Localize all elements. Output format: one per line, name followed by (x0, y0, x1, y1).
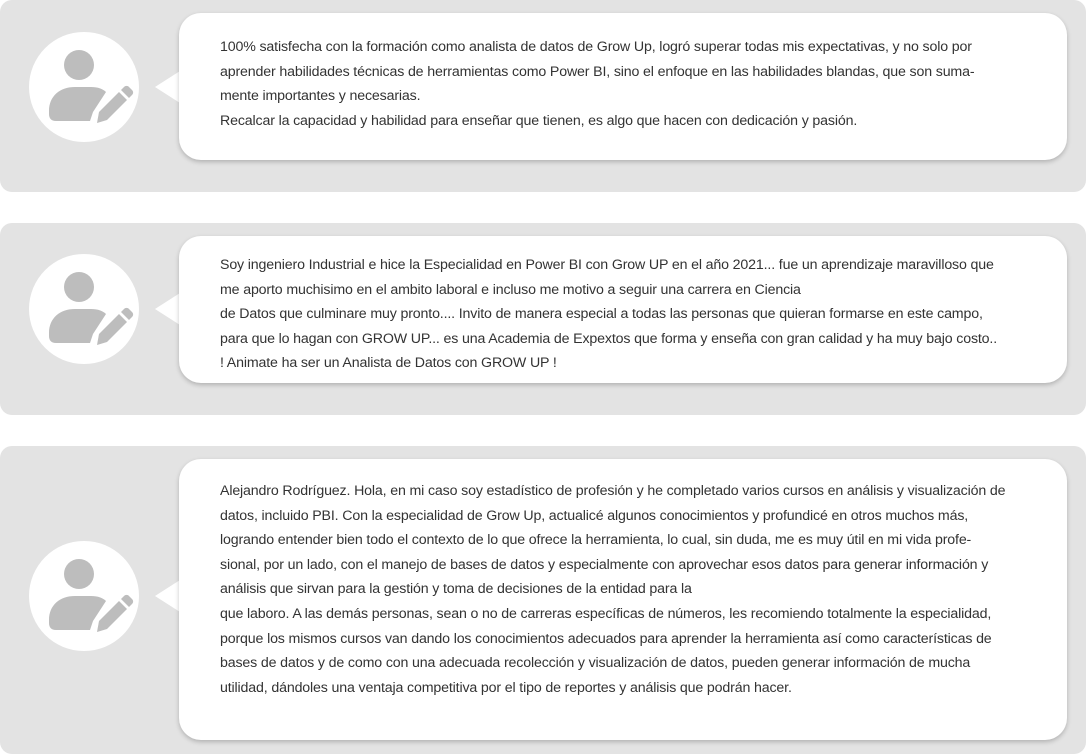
testimonial-line: me aporto muchisimo en el ambito laboral e incluso me motivo a seguir una carrera en Ciencia (220, 281, 801, 298)
bubble-pointer (155, 293, 180, 325)
testimonial-line: sional, por un lado, con el manejo de bases de datos y especialmente con aprovechar esos datos para generar información y (220, 556, 989, 573)
testimonial-card (0, 446, 1086, 754)
testimonial-line: que laboro. A las demás personas, sean o no de carreras específicas de números, les recomiendo totalmente la especialidad, (220, 605, 992, 622)
user-edit-icon (29, 541, 139, 651)
avatar (29, 254, 139, 364)
testimonial-line: datos, incluido PBI. Con la especialidad de Grow Up, actualicé algunos conocimientos y profundicé en otros muchos más, (220, 507, 969, 524)
testimonial-card (0, 223, 1086, 415)
testimonial-line: bases de datos y de como con una adecuada recolección y visualización de datos, pueden generar información de mucha (220, 655, 971, 672)
testimonial-line: para que lo hagan con GROW UP... es una Academia de Expextos que forma y enseña con gran calidad y ha muy bajo costo.. (220, 330, 998, 347)
user-edit-icon (29, 254, 139, 364)
testimonial-line: utilidad, dándoles una ventaja competitiva por el tipo de reportes y análisis que podrán hacer. (220, 679, 792, 696)
bubble-pointer (155, 71, 180, 103)
testimonial-bubble (179, 236, 1067, 383)
testimonial-line: Soy ingeniero Industrial e hice la Especialidad en Power BI con Grow UP en el año 2021... fue un aprendizaje maravilloso que (220, 257, 994, 273)
testimonial-line: Recalcar la capacidad y habilidad para enseñar que tienen, es algo que hacen con dedicación y pasión. (220, 112, 858, 129)
avatar (29, 32, 139, 142)
testimonial-line: ! Animate ha ser un Analista de Datos con GROW UP ! (220, 355, 557, 372)
avatar (29, 541, 139, 651)
testimonial-line: logrando entender bien todo el contexto de lo que ofrece la herramienta, lo cual, sin duda, me es muy útil en mi vida profe- (220, 532, 972, 549)
testimonial-bubble (179, 13, 1067, 160)
testimonial-line: aprender habilidades técnicas de herramientas como Power BI, sino el enfoque en las habilidades blandas, que son suma- (220, 63, 975, 80)
testimonial-line: Alejandro Rodríguez. Hola, en mi caso soy estadístico de profesión y he completado varios cursos en análisis y visualización de (220, 483, 1006, 499)
testimonial-card (0, 0, 1086, 192)
testimonial-bubble (179, 459, 1067, 740)
user-edit-icon (29, 32, 139, 142)
testimonial-line: de Datos que culminare muy pronto.... Invito de manera especial a todas las personas que quieran formarse en este campo, (220, 306, 983, 323)
testimonial-line: análisis que sirvan para la gestión y toma de decisiones de la entidad para la (220, 581, 692, 598)
bubble-pointer (155, 580, 180, 612)
testimonial-line: mente importantes y necesarias. (220, 88, 421, 105)
testimonial-line: porque los mismos cursos van dando los conocimientos adecuados para aprender la herramienta así como características de (220, 630, 992, 647)
testimonial-line: 100% satisfecha con la formación como analista de datos de Grow Up, logró superar todas mis expectativas, y no solo por (220, 39, 972, 55)
